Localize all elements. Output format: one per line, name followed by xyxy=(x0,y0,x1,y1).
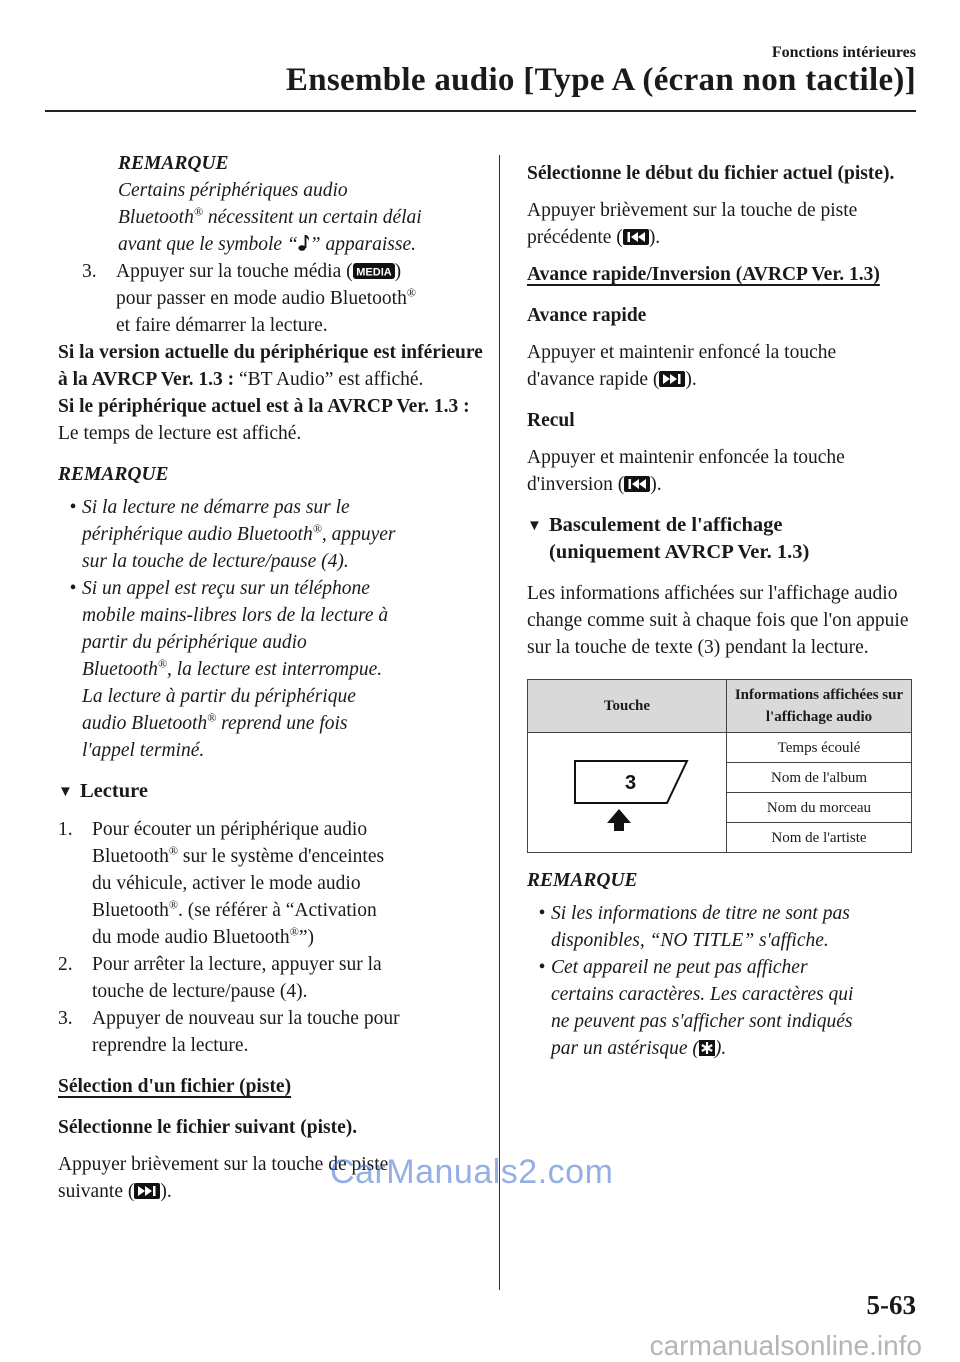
fast-forward-icon xyxy=(659,371,685,387)
note-title: REMARQUE xyxy=(118,153,229,174)
registered-mark: ® xyxy=(406,285,416,300)
rewind-icon xyxy=(624,476,650,492)
info-table xyxy=(527,679,912,853)
note-bullet: • Si la lecture ne démarre pas sur le périphérique audio Bluetooth®, appuyer sur la touche de lecture/pause (4). xyxy=(69,497,396,572)
key-illustration-cell xyxy=(528,733,727,853)
table-cell: Nom de l'album xyxy=(727,763,912,793)
table-cell: Temps écoulé xyxy=(727,733,912,763)
subsection-subheading: Recul xyxy=(527,410,575,431)
right-column: Sélectionne le début du fichier actuel (piste). Appuyer brièvement sur la touche de piste précédente ( ). Avance rapide/Inversion (AVRCP Ver. 1.3) Avance rapide Appuyer et maintenir enfoncé la touche d'avance rapide ( ). Recul Appuyer et maintenir enfoncée la touche d'inversion ( ). ▼ Basculement de l'affichage (uniquement AVRCP Ver. 1.3) Les informations affichées sur l'affichage audio change comme suit à chaque fois que l'on appuie sur la touche de texte (3) pendant la lecture. Touche Informations affichées sur l'affichage audio 3 Temps écoulé Nom de l'album Nom du morceau Nom de l'artiste REMARQUE • Si les informations de titre ne sont pas disponibles, “NO TITLE” s'affiche. • Cet appareil ne peut pas afficher certains caractères. Les caractères qui ne peuvent pas s'afficher sont indiqués par un astérisque ( ). xyxy=(527,160,912,1062)
subsection-heading: Sélection d'un fichier (piste) xyxy=(58,1076,292,1097)
note-title: REMARQUE xyxy=(58,464,169,485)
condition-2: Si le périphérique actuel est à la AVRCP Ver. 1.3 : Le temps de lecture est affiché. xyxy=(58,396,470,444)
svg-text:MEDIA: MEDIA xyxy=(355,266,392,279)
note-text: Certains périphériques audio xyxy=(118,180,348,201)
note-bullet: • Si un appel est reçu sur un téléphone mobile mains-libres lors de la lecture à partir du périphérique audio Bluetooth®, la lecture est interrompue. La lecture à partir du périphérique audio Bluetooth® reprend une fois l'appel terminé. xyxy=(69,578,389,761)
section-heading-lecture: ▼ Lecture xyxy=(58,778,484,806)
table-header: Informations affichées sur l'affichage audio xyxy=(727,680,912,733)
music-note-icon xyxy=(298,234,310,252)
body-text: Les informations affichées sur l'affichage audio change comme suit à chaque fois que l'on appuie sur la touche de texte (3) pendant la lecture. xyxy=(527,583,909,658)
note-bullet: • Cet appareil ne peut pas afficher certains caractères. Les caractères qui ne peuvent pas s'afficher sont indiqués par un astérisque ( ). xyxy=(538,957,854,1059)
registered-mark: ® xyxy=(193,204,203,219)
watermark: CarManuals2.com xyxy=(330,1153,614,1191)
subsection-subheading: Avance rapide xyxy=(527,305,647,326)
note-2 xyxy=(58,461,484,764)
text-button-3-icon xyxy=(557,745,697,833)
media-button-icon xyxy=(353,263,395,279)
section-heading-switch: ▼ Basculement de l'affichage (uniquement AVRCP Ver. 1.3) xyxy=(527,514,810,563)
subsection-heading: Avance rapide/Inversion (AVRCP Ver. 1.3) xyxy=(527,264,880,285)
next-track-icon xyxy=(134,1183,160,1199)
asterisk-icon xyxy=(699,1040,715,1056)
table-header: Touche xyxy=(528,680,727,733)
header-section: Fonctions intérieures xyxy=(771,44,916,61)
header-rule xyxy=(45,110,916,112)
page-title: Ensemble audio [Type A (écran non tactile)] xyxy=(285,62,916,98)
note-3 xyxy=(527,867,912,1062)
column-divider xyxy=(499,155,500,1290)
triangle-marker-icon: ▼ xyxy=(58,784,73,800)
list-item: 1. Pour écouter un périphérique audio Bluetooth® sur le système d'enceintes du véhicule, activer le mode audio Bluetooth®. (se référer à “Activation du mode audio Bluetooth®”) xyxy=(58,819,385,948)
list-item: 2. Pour arrêter la lecture, appuyer sur la touche de lecture/pause (4). xyxy=(58,954,382,1002)
subsection-subheading: Sélectionne le fichier suivant (piste). xyxy=(58,1117,358,1138)
watermark: carmanualsonline.info xyxy=(649,1330,922,1361)
note-1 xyxy=(82,150,484,258)
list-item: 3. Appuyer sur la touche média ( MEDIA ) pour passer en mode audio Bluetooth® et faire démarrer la lecture. xyxy=(82,261,416,336)
table-cell: Nom du morceau xyxy=(727,793,912,823)
table-cell: Nom de l'artiste xyxy=(727,823,912,853)
condition-1: Si la version actuelle du périphérique est inférieure à la AVRCP Ver. 1.3 : “BT Audio” est affiché. xyxy=(58,342,483,390)
note-bullet: • Si les informations de titre ne sont pas disponibles, “NO TITLE” s'affiche. xyxy=(538,903,850,951)
previous-track-icon xyxy=(623,229,649,245)
left-column: REMARQUE Certains périphériques audio Bluetooth® nécessitent un certain délai avant que le symbole “ ” apparaisse. 3. Appuyer sur la touche média ( MEDIA ) pour passer en mode audio Bluetooth® et faire démarrer la lecture. Si la version actuelle du périphérique est inférieure à la AVRCP Ver. 1.3 : “BT Audio” est affiché. Si le périphérique actuel est à la AVRCP Ver. 1.3 : Le temps de lecture est affiché. REMARQUE • Si la lecture ne démarre pas sur le périphérique audio Bluetooth®, appuyer sur la touche de lecture/pause (4). • Si un appel est reçu sur un téléphone mobile mains-libres lors de la lecture à partir du périphérique audio Bluetooth®, la lecture est interrompue. La lecture à partir du périphérique audio Bluetooth® reprend une fois l'appel terminé. ▼ Lecture 1. Pour écouter un périphérique audio Bluetooth® sur le système d'enceintes du véhicule, activer le mode audio Bluetooth®. (se référer à “Activation du mode audio Bluetooth®”) 2. Pour arrêter la lecture, appuyer sur la touche de lecture/pause (4). 3. Appuyer de nouveau sur la touche pour reprendre la lecture. Sélection d'un fichier (piste) Sélectionne le fichier suivant (piste). Appuyer brièvement sur la touche de piste suivante ( ). xyxy=(82,150,484,1205)
svg-text:3: 3 xyxy=(625,772,637,794)
page-number: 5-63 xyxy=(866,1290,916,1320)
triangle-marker-icon: ▼ xyxy=(527,518,542,534)
note-text: Bluetooth® nécessitent un certain délai xyxy=(118,204,422,228)
subsection-subheading: Sélectionne le début du fichier actuel (piste). xyxy=(527,163,895,184)
list-item: 3. Appuyer de nouveau sur la touche pour reprendre la lecture. xyxy=(58,1008,400,1056)
note-title: REMARQUE xyxy=(527,870,638,891)
note-text: avant que le symbole “ ” apparaisse. xyxy=(118,234,416,255)
